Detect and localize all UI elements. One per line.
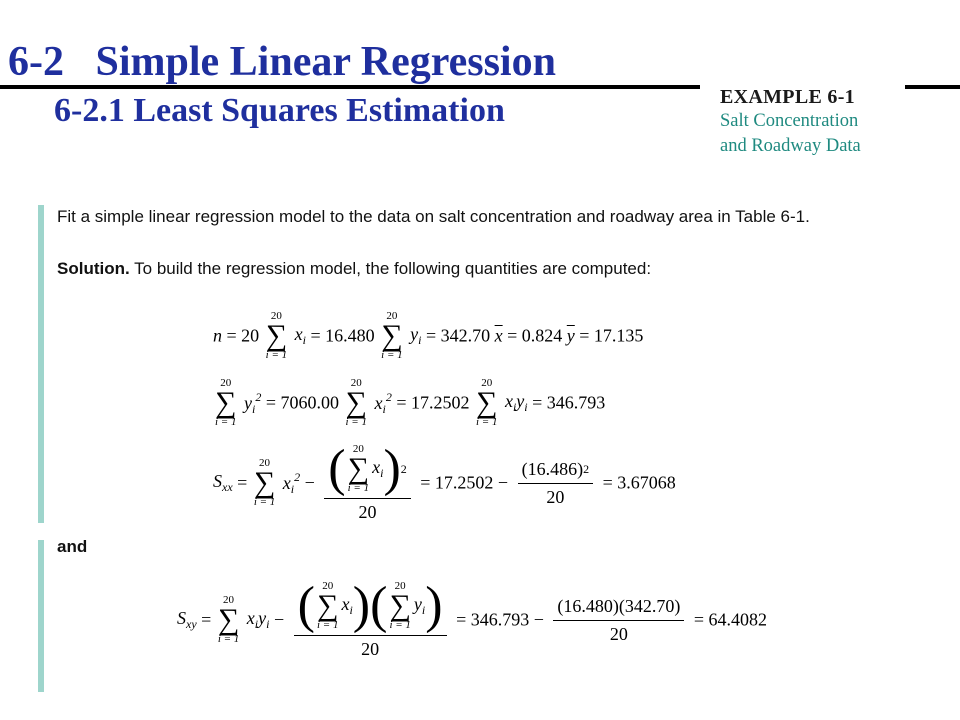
page-title: 6-2 Simple Linear Regression: [8, 39, 556, 85]
ybar-symbol: $\overline{y}$: [566, 325, 575, 346]
sxx-rhs-fraction: [518, 459, 594, 508]
sum-x-value: = 16.480: [310, 325, 375, 346]
sxx-fraction-denominator: 20: [324, 498, 410, 523]
ybar-value: = 17.135: [579, 325, 644, 346]
sum-symbol: 20 ∑ i = 1: [381, 310, 403, 361]
solution-paragraph: [57, 259, 651, 279]
sum-symbol: 20 ∑ i = 1: [253, 457, 276, 508]
sum-symbol: 20 ∑ i = 1: [217, 594, 240, 645]
and-text: and: [57, 537, 88, 556]
sxy-rhs-fraction: [553, 596, 684, 645]
minus-sign: −: [304, 472, 315, 493]
sxy-equation: [177, 577, 768, 660]
sxy-result: = 64.4082: [693, 609, 768, 630]
sxy-fraction-numerator: ( 20 ∑ i = 1 $x_i$ )( 20 ∑ i = 1 $y_i$ ): [297, 577, 443, 634]
sxx-equation: [213, 440, 676, 523]
x-symbol: $x_i$: [294, 324, 306, 347]
equation-line-1: [213, 311, 643, 361]
x-squared-symbol: $x_i^2$: [282, 469, 301, 496]
example-name-line1: Salt Concentration: [720, 111, 859, 131]
xy-symbol: $x_iy_i$: [246, 608, 270, 631]
example-name-line2: and Roadway Data: [720, 136, 861, 156]
page-subtitle: 6-2.1 Least Squares Estimation: [54, 92, 505, 129]
n-value: = 20: [226, 325, 260, 346]
equation-line-2: [213, 378, 605, 428]
side-bar-top: [38, 205, 44, 523]
sxy-value1: = 346.793 −: [456, 609, 544, 630]
sum-y-value: = 342.70: [425, 325, 491, 346]
sum-y2-value: = 7060.00: [265, 392, 339, 413]
y-squared-symbol: $y_i^2$: [243, 389, 262, 416]
example-label: EXAMPLE 6-1: [720, 86, 855, 108]
sum-symbol: 20 ∑ i = 1: [215, 377, 237, 428]
sum-x2-value: = 17.2502: [396, 392, 470, 413]
sxy-fraction: [294, 577, 447, 660]
sxy-symbol: $S_{xy}$: [177, 608, 197, 631]
y-symbol: $y_i$: [410, 324, 422, 347]
sum-symbol: 20 ∑ i = 1: [345, 377, 367, 428]
sum-symbol: 20 ∑ i = 1: [265, 310, 288, 361]
sxx-rhs-exponent: 2: [583, 461, 590, 476]
solution-label: Solution.: [57, 259, 130, 278]
solution-text: To build the regression model, the following quantities are computed:: [134, 259, 652, 278]
example-box: [720, 86, 861, 159]
x-squared-symbol: $x_i^2$: [374, 389, 392, 416]
sxx-rhs-denominator: 20: [518, 483, 594, 508]
sxx-rhs-numerator: (16.486): [521, 458, 584, 479]
sxx-result: = 3.67068: [602, 472, 676, 493]
problem-statement: Fit a simple linear regression model to the data on salt concentration and roadway area in Table 6-1.: [57, 207, 810, 226]
xbar-value: = 0.824: [507, 325, 563, 346]
sum-symbol: 20 ∑ i = 1: [475, 377, 498, 428]
xy-symbol: $x_iy_i$: [504, 391, 528, 414]
sum-xy-value: = 346.793: [532, 392, 606, 413]
n-symbol: n: [213, 325, 222, 346]
sxy-fraction-denominator: 20: [294, 635, 447, 660]
sxx-fraction: [324, 440, 410, 523]
title-underline-right: [905, 85, 960, 89]
minus-sign: −: [273, 609, 285, 630]
side-bar-bottom: [38, 540, 44, 692]
sxx-fraction-numerator: ( 20 ∑ i = 1 $x_i$ ) 2: [328, 440, 407, 497]
equals-sign: =: [201, 609, 212, 630]
sxx-symbol: $S_{xx}$: [213, 471, 233, 494]
equals-sign: =: [237, 472, 248, 493]
sxy-rhs-numerator: (16.480)(342.70): [557, 595, 681, 616]
sxy-rhs-denominator: 20: [553, 620, 684, 645]
xbar-symbol: $\overline{x}$: [494, 325, 503, 346]
sxx-value1: = 17.2502 −: [420, 472, 509, 493]
